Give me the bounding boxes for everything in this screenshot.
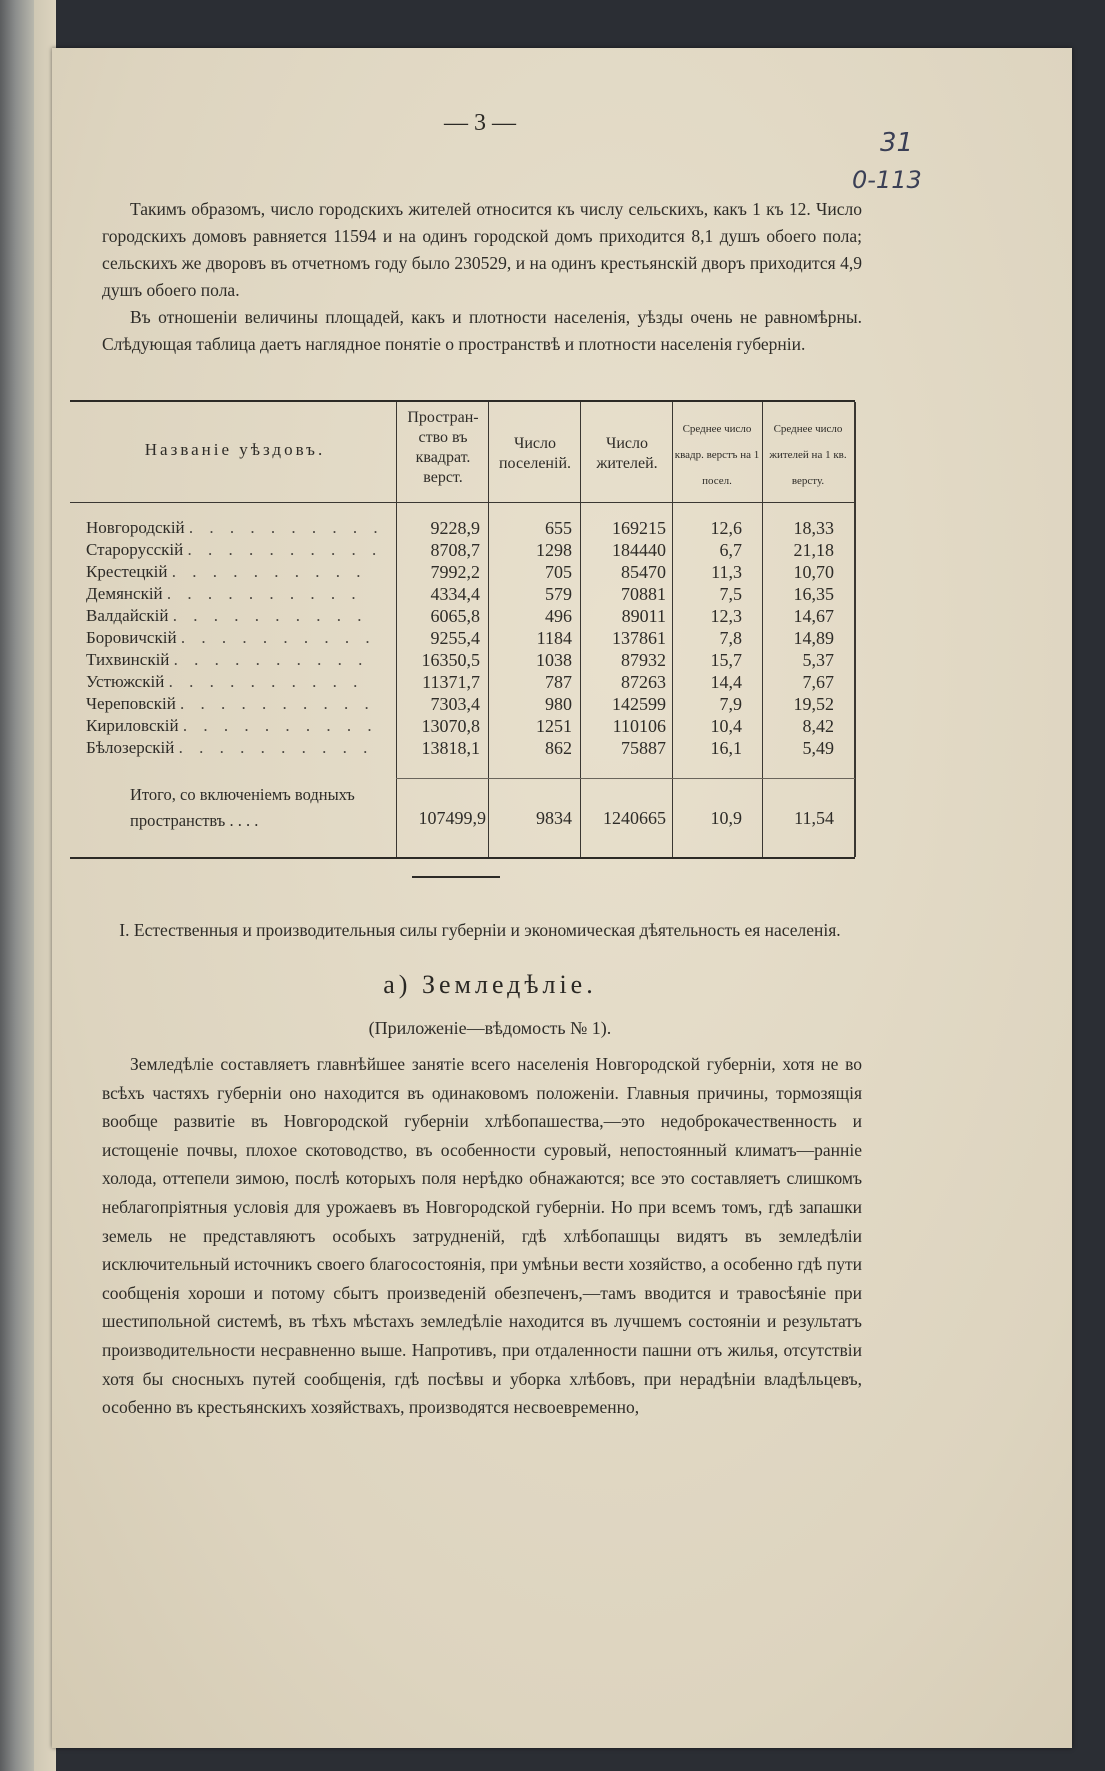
- district-table: [70, 400, 855, 859]
- table-cell-inhabitants: 89011: [621, 606, 666, 626]
- district-name: [86, 583, 396, 605]
- table-cell-settlements: 655: [545, 518, 572, 538]
- table-cell-area: 9228,9: [430, 518, 480, 538]
- book-binding: [0, 0, 34, 1771]
- table-cell-area: 7992,2: [430, 562, 480, 582]
- table-cell-density: 16,35: [793, 584, 834, 604]
- table-cell-avg-area: 16,1: [710, 738, 742, 758]
- district-name-text: Тихвинскій: [86, 650, 170, 669]
- body-text: [102, 1050, 862, 1422]
- leader-dots: . . . . . . . . . .: [180, 628, 376, 647]
- table-cell-avg-area: 7,5: [719, 584, 742, 604]
- intro-paragraph-1: Такимъ образомъ, число городскихъ жителей относится къ числу сельскихъ, какъ 1 къ 12. Число городскихъ домовъ равняется 11594 и на одинъ городской домъ приходится 8,1 душъ обоего пола; сельскихъ же дворовъ въ отчетномъ году было 230529, и на одинъ крестьянскій дворъ приходится 4,9 душъ обоего пола.: [102, 199, 862, 300]
- section-divider: [412, 876, 500, 878]
- table-cell-area: 16350,5: [421, 650, 480, 670]
- total-inhabitants: 1240665: [603, 808, 666, 828]
- table-cell-settlements: 862: [545, 738, 572, 758]
- table-cell-area: 4334,4: [430, 584, 480, 604]
- table-cell-area: 13070,8: [421, 716, 480, 736]
- table-cell-inhabitants: 87263: [621, 672, 666, 692]
- table-cell-density: 7,67: [802, 672, 834, 692]
- table-cell-settlements: 1038: [536, 650, 572, 670]
- district-name: [86, 715, 396, 737]
- table-cell-area: 13818,1: [421, 738, 480, 758]
- district-name-text: Старорусскій: [86, 540, 184, 559]
- table-cell-inhabitants: 70881: [621, 584, 666, 604]
- appendix-reference: (Приложеніе—вѣдомость № 1).: [368, 1018, 612, 1038]
- header-avg-area: Среднее число квадр. верстъ на 1 посел.: [674, 423, 760, 487]
- leader-dots: . . . . . . . . . .: [178, 738, 374, 757]
- pencil-mark-number: 31: [880, 128, 914, 158]
- table-cell-avg-area: 7,9: [719, 694, 742, 714]
- header-settlements: Число поселеній.: [498, 435, 571, 472]
- table-cell-avg-area: 12,3: [710, 606, 742, 626]
- table-cell-inhabitants: 142599: [612, 694, 666, 714]
- leader-dots: . . . . . . . . . .: [166, 584, 362, 603]
- table-cell-avg-area: 15,7: [710, 650, 742, 670]
- table-cell-settlements: 705: [545, 562, 572, 582]
- total-avg-area: 10,9: [710, 808, 742, 828]
- table-cell-avg-area: 6,7: [719, 540, 742, 560]
- leader-dots: . . . . . . . . . .: [180, 694, 375, 713]
- total-label: Итого, со включеніемъ водныхъ пространствъ . . . .: [130, 785, 355, 830]
- intro-paragraph-2: Въ отношеніи величины площадей, какъ и плотности населенія, уѣзды очень не равномѣрны. Слѣдующая таблица даетъ наглядное понятіе о пространствѣ и плотности населенія губерніи.: [102, 307, 862, 354]
- district-name: [86, 605, 396, 627]
- district-name: [86, 517, 396, 539]
- table-cell-density: 19,52: [793, 694, 834, 714]
- body-paragraph: Земледѣліе составляетъ главнѣйшее занятіе всего населенія Новгородской губерніи, хотя не во всѣхъ частяхъ губерніи оно находится въ одинаковомъ положеніи. Главныя причины, тормозящія вообще развитіе въ Новгородской губерніи хлѣбопашества,—это недоброкачественность и истощеніе почвы, плохое скотоводство, въ особенности суровый, непостоянный климатъ—ранніе холода, оттепели зимою, послѣ которыхъ поля нерѣдко обнажаются; все это составляетъ слишкомъ неблагопріятныя условія для урожаевъ въ Новгородской губерніи. Но при всемъ томъ, гдѣ запашки земель не представляютъ особыхъ затрудненій, гдѣ хлѣбопашцы видятъ въ земледѣліи исключительный источникъ своего благосостоянія, при умѣньи вести хозяйство, а особенно гдѣ пути сообщенія хороши и потому сбытъ произведеній обезпеченъ,—тамъ вводится и травосѣяніе при шестипольной системѣ, въ тѣхъ мѣстахъ земледѣліе находится въ лучшемъ состояніи и результатъ производительности несравненно выше. Напротивъ, при отдаленности пашни отъ жилья, отсутствіи хотя бы сносныхъ путей сообщенія, гдѣ посѣвы и уборка хлѣбовъ, при нерадѣніи владѣльцевъ, особенно въ крестьянскихъ хозяйствахъ, производятся несвоевременно,: [102, 1054, 862, 1418]
- leader-dots: . . . . . . . . . .: [171, 562, 367, 581]
- total-area: 107499,9: [418, 808, 486, 828]
- district-name: [86, 539, 396, 561]
- district-name: [86, 671, 396, 693]
- table-cell-avg-area: 7,8: [719, 628, 742, 648]
- table-cell-density: 18,33: [793, 518, 834, 538]
- intro-text: [102, 196, 862, 358]
- table-cell-density: 10,70: [793, 562, 834, 582]
- pencil-mark-code: 0-113: [852, 166, 922, 194]
- district-name-text: Кириловскій: [86, 716, 179, 735]
- table-cell-avg-area: 10,4: [710, 716, 742, 736]
- district-name-text: Новгородскій: [86, 518, 185, 537]
- table-cell-inhabitants: 137861: [612, 628, 666, 648]
- total-settlements: 9834: [536, 808, 572, 828]
- table-cell-density: 21,18: [793, 540, 834, 560]
- table-cell-area: 6065,8: [430, 606, 480, 626]
- area-column: [400, 517, 480, 759]
- district-name: [86, 561, 396, 583]
- total-density: 11,54: [794, 808, 834, 828]
- page-number: — 3 —: [444, 110, 516, 136]
- table-cell-density: 5,37: [802, 650, 834, 670]
- district-name: [86, 737, 396, 759]
- table-cell-area: 7303,4: [430, 694, 480, 714]
- density-column: [764, 517, 834, 759]
- table-cell-inhabitants: 75887: [621, 738, 666, 758]
- settlements-column: [492, 517, 572, 759]
- table-cell-area: 9255,4: [430, 628, 480, 648]
- table-cell-inhabitants: 87932: [621, 650, 666, 670]
- table-cell-settlements: 496: [545, 606, 572, 626]
- table-cell-settlements: 1298: [536, 540, 572, 560]
- avg-area-column: [674, 517, 742, 759]
- table-cell-settlements: 1184: [536, 628, 572, 648]
- table-cell-density: 14,89: [793, 628, 834, 648]
- leader-dots: . . . . . . . . . .: [168, 672, 364, 691]
- district-name-text: Крестецкій: [86, 562, 168, 581]
- district-name-text: Демянскій: [86, 584, 163, 603]
- header-area: Простран-ство въ квадрат. верст.: [407, 409, 479, 486]
- district-name-text: Череповскій: [86, 694, 176, 713]
- table-cell-density: 5,49: [802, 738, 834, 758]
- header-density: Среднее число жителей на 1 кв. версту.: [769, 423, 847, 487]
- district-name: [86, 649, 396, 671]
- header-inhabitants: Число жителей.: [596, 435, 658, 472]
- table-cell-settlements: 980: [545, 694, 572, 714]
- table-cell-area: 8708,7: [430, 540, 480, 560]
- leader-dots: . . . . . . . . . .: [172, 606, 368, 625]
- inhabitants-column: [584, 517, 666, 759]
- leader-dots: . . . . . . . . . .: [182, 716, 378, 735]
- district-names: [86, 517, 396, 759]
- table-cell-avg-area: 14,4: [710, 672, 742, 692]
- table-cell-density: 14,67: [793, 606, 834, 626]
- table-cell-avg-area: 11,3: [711, 562, 742, 582]
- table-cell-inhabitants: 169215: [612, 518, 666, 538]
- table-cell-avg-area: 12,6: [710, 518, 742, 538]
- district-name-text: Устюжскій: [86, 672, 165, 691]
- table-cell-inhabitants: 85470: [621, 562, 666, 582]
- table-cell-settlements: 1251: [536, 716, 572, 736]
- table-cell-settlements: 579: [545, 584, 572, 604]
- leader-dots: . . . . . . . . . .: [173, 650, 369, 669]
- table-cell-area: 11371,7: [422, 672, 480, 692]
- leader-dots: . . . . . . . . . .: [187, 540, 383, 559]
- district-name-text: Боровичскій: [86, 628, 177, 647]
- district-name: [86, 693, 396, 715]
- subsection-title: а) Земледѣліе.: [383, 970, 597, 999]
- leader-dots: . . . . . . . . . .: [188, 518, 384, 537]
- table-cell-settlements: 787: [545, 672, 572, 692]
- table-cell-inhabitants: 110106: [612, 716, 666, 736]
- section-title: I. Естественныя и производительныя силы губерніи и экономическая дѣятельность ея населенія.: [119, 920, 841, 940]
- district-name-text: Бѣлозерскій: [86, 738, 175, 757]
- table-cell-density: 8,42: [802, 716, 834, 736]
- district-name-text: Валдайскій: [86, 606, 169, 625]
- district-name: [86, 627, 396, 649]
- header-district-name: Названіе уѣздовъ.: [144, 440, 326, 459]
- table-cell-inhabitants: 184440: [612, 540, 666, 560]
